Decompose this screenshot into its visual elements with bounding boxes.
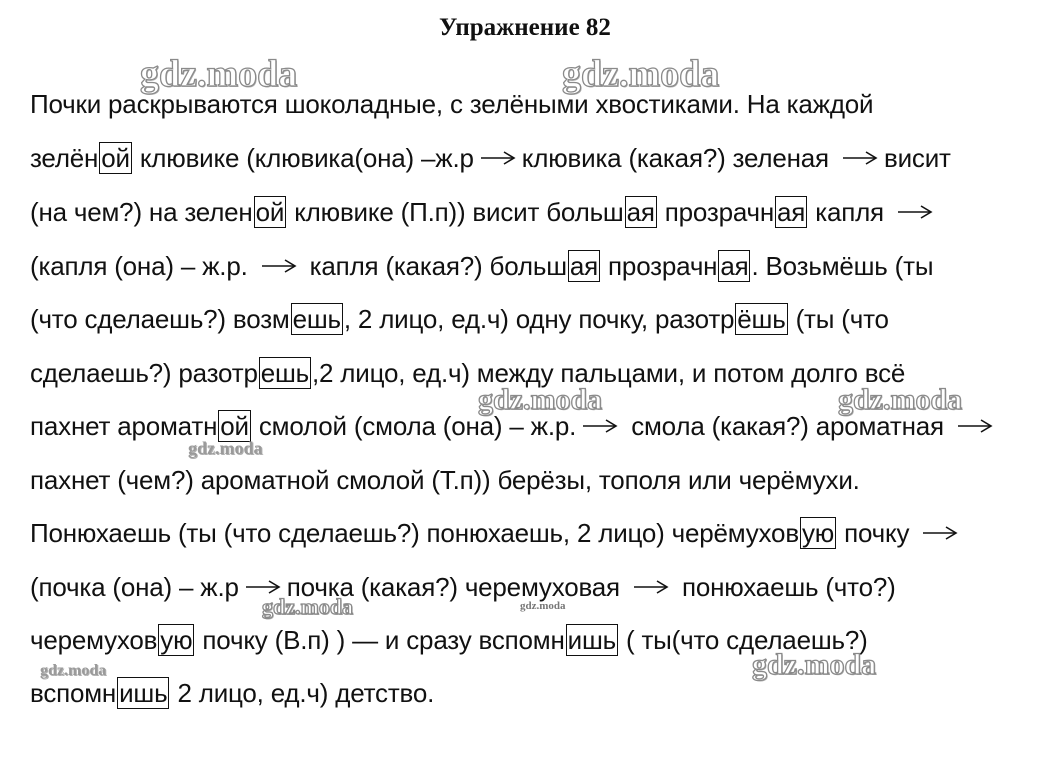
right-arrow-icon (897, 203, 933, 221)
text-segment: пахнет (чем?) ароматной смолой (Т.п)) берёзы, тополя или черёмухи. (30, 465, 860, 495)
boxed-ending: ая (626, 197, 655, 227)
text-line (30, 142, 951, 174)
boxed-ending: ишь (119, 678, 168, 708)
boxed-ending: ешь (260, 358, 309, 388)
text-segment: клювике (клювика(она) –ж.р (132, 143, 474, 173)
text-segment: прозрачн (657, 197, 775, 227)
right-arrow-icon (261, 257, 297, 275)
text-segment: черемухов (30, 625, 158, 655)
watermark: gdz.moda (140, 53, 298, 95)
text-segment: ,2 лицо, ед.ч) между пальцами, и потом долго всё (311, 358, 906, 388)
text-segment: капля (какая?) больш (302, 251, 567, 281)
right-arrow-icon (957, 417, 993, 435)
watermark: gdz.moda (520, 600, 566, 612)
text-segment: вспомн (30, 678, 117, 708)
boxed-ending: ёшь (737, 304, 786, 334)
text-segment: (ты (что (788, 304, 889, 334)
text-segment: пахнет ароматн (30, 411, 218, 441)
text-segment: прозрачн (601, 251, 718, 281)
watermark: gdz.moda (478, 383, 603, 416)
text-line (30, 303, 889, 335)
boxed-ending: ой (255, 197, 285, 227)
text-segment: капля (808, 197, 891, 227)
text-line (30, 517, 964, 549)
text-segment: клювика (какая?) зеленая (521, 143, 836, 173)
text-segment: Понюхаешь (ты (что сделаешь?) понюхаешь, 2 лицо) черёмухов (30, 518, 799, 548)
text-segment: почка (какая?) черемуховая (286, 572, 627, 602)
right-arrow-icon (842, 149, 878, 167)
text-segment: (на чем?) на зелен (30, 197, 253, 227)
text-segment: клювике (П.п)) висит больш (287, 197, 624, 227)
text-segment: смола (какая?) ароматная (624, 411, 951, 441)
text-segment: , 2 лицо, ед.ч) одну почку, разотр (343, 304, 735, 334)
text-line (30, 677, 434, 709)
right-arrow-icon (922, 524, 958, 542)
watermark: gdz.moda (752, 648, 877, 681)
text-segment: зелён (30, 143, 99, 173)
text-segment: (почка (она) – ж.р (30, 572, 239, 602)
text-segment: понюхаешь (что?) (674, 572, 896, 602)
text-segment: почку (В.п) ) — и сразу вспомн (195, 625, 565, 655)
text-line (30, 196, 939, 228)
watermark: gdz.moda (262, 594, 354, 619)
text-line (30, 250, 933, 282)
text-segment: 2 лицо, ед.ч) детство. (170, 678, 435, 708)
boxed-ending: ая (569, 251, 599, 281)
boxed-ending: ешь (292, 304, 341, 334)
exercise-title: Упражнение 82 (439, 14, 611, 41)
watermark: gdz.moda (188, 438, 263, 458)
text-segment: почку (837, 518, 917, 548)
right-arrow-icon (633, 578, 669, 596)
watermark: gdz.moda (40, 662, 107, 679)
boxed-ending: ой (220, 411, 249, 441)
text-segment: висит (883, 143, 951, 173)
watermark: gdz.moda (562, 53, 720, 95)
boxed-ending: ишь (567, 625, 616, 655)
text-segment: ( ты(что сделаешь?) (618, 625, 868, 655)
boxed-ending: ую (160, 625, 193, 655)
boxed-ending: ая (720, 251, 749, 281)
text-line (30, 571, 896, 603)
right-arrow-icon (480, 149, 516, 167)
text-segment: Почки раскрываются шоколадные, с зелёными хвостиками. На каждой (30, 89, 874, 119)
text-segment: (что сделаешь?) возм (30, 304, 290, 334)
boxed-ending: ой (101, 143, 130, 173)
boxed-ending: ую (801, 518, 835, 548)
text-segment: смолой (смола (она) – ж.р. (251, 411, 577, 441)
text-line (30, 464, 860, 496)
text-segment: . Возьмёшь (ты (751, 251, 934, 281)
text-line (30, 357, 905, 389)
right-arrow-icon (582, 417, 618, 435)
text-line (30, 624, 868, 656)
text-segment: (капля (она) – ж.р. (30, 251, 255, 281)
boxed-ending: ая (777, 197, 806, 227)
watermark: gdz.moda (838, 383, 963, 416)
text-segment: сделаешь?) разотр (30, 358, 258, 388)
